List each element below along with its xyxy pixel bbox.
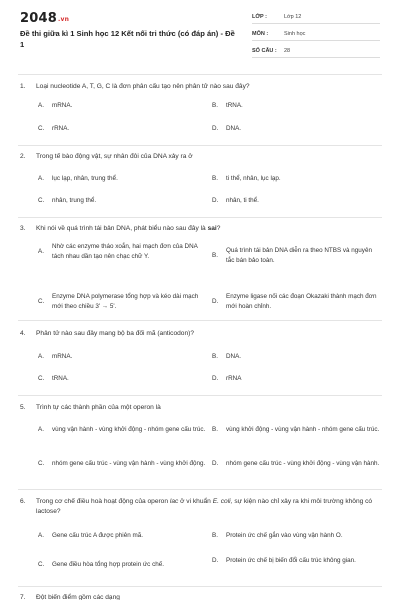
question-1-stem: 1. Loại nucleotide A, T, G, C là đơn phân cấu tạo nên phân tử nào sau đây? — [20, 83, 250, 90]
option-6d[interactable]: D. Protein ức chế bị biến đổi cấu trúc không gian. — [212, 557, 356, 564]
option-2d[interactable]: D. nhân, ti thể. — [212, 197, 259, 204]
option-2a[interactable]: A. lục lạp, nhân, trung thể. — [38, 175, 118, 182]
option-6c[interactable]: C. Gene điều hòa tổng hợp protein ức chế. — [38, 561, 164, 568]
option-3b[interactable]: B. Quá trình tái bản DNA diễn ra theo NTBS và nguyên tắc bán bảo toàn. — [212, 247, 372, 264]
option-4b[interactable]: B. DNA. — [212, 353, 242, 360]
exam-meta — [252, 10, 380, 61]
option-1d[interactable]: D. DNA. — [212, 125, 242, 132]
meta-row-class — [252, 10, 380, 24]
meta-label: MÔN : — [252, 30, 269, 37]
page-header — [0, 0, 400, 64]
option-4c[interactable]: C. tRNA. — [38, 375, 69, 382]
divider — [18, 217, 382, 218]
option-3c[interactable]: C. Enzyme DNA polymerase tổng hợp và kéo dài mạch mới theo chiều 3' → 5'. — [38, 293, 199, 310]
question-2-stem: 2. Trong tế bào động vật, sự nhân đôi của DNA xảy ra ở — [20, 153, 193, 160]
meta-row-subject — [252, 27, 380, 41]
question-6-stem: 6. Trong cơ chế điều hoà hoạt động của operon lac ở vi khuẩn E. coli, sự kiện nào chỉ xảy ra khi môi trường không có lactose? — [20, 498, 373, 515]
option-6a[interactable]: A. Gene cấu trúc A được phiên mã. — [38, 532, 143, 539]
option-5a[interactable]: A. vùng vận hành - vùng khởi động - nhóm gene cấu trúc. — [38, 426, 206, 433]
option-5d[interactable]: D. nhóm gene cấu trúc - vùng khởi động - vùng vận hành. — [212, 460, 380, 467]
divider — [18, 320, 382, 321]
option-5c[interactable]: C. nhóm gene cấu trúc - vùng vận hành - vùng khởi động. — [38, 460, 206, 467]
logo-suffix: .vn — [57, 16, 70, 23]
logo-text: 2048 — [20, 11, 57, 26]
option-4d[interactable]: D. rRNA — [212, 375, 242, 382]
option-5b[interactable]: B. vùng khởi động - vùng vận hành - nhóm gene cấu trúc. — [212, 426, 380, 433]
option-1c[interactable]: C. rRNA. — [38, 125, 70, 132]
page-title: Đề thi giữa kì 1 Sinh học 12 Kết nối tri thức (có đáp án) - Đề 1 — [20, 29, 235, 49]
divider — [18, 74, 382, 75]
divider — [18, 489, 382, 490]
meta-value: Lớp 12 — [284, 13, 302, 20]
meta-value: Sinh học — [284, 30, 306, 37]
option-3d[interactable]: D. Enzyme ligase nối các đoạn Okazaki thành mạch đơn mới hoàn chỉnh. — [212, 293, 377, 310]
meta-label: SỐ CÂU : — [252, 47, 277, 54]
option-1a[interactable]: A. mRNA. — [38, 102, 73, 109]
divider — [18, 395, 382, 396]
question-3-stem: 3. Khi nói về quá trình tái bản DNA, phát biểu nào sau đây là sai? — [20, 225, 221, 232]
option-2c[interactable]: C. nhân, trung thể. — [38, 197, 97, 204]
question-7-stem: 7. Đột biến điểm gồm các dạng — [20, 594, 120, 600]
meta-label: LỚP : — [252, 13, 267, 20]
question-5-stem: 5. Trình tự các thành phần của một operon là — [20, 404, 161, 411]
option-3a[interactable]: A. Nhờ các enzyme tháo xoắn, hai mạch đơn của DNA tách nhau dần tạo nên chạc chữ Y. — [38, 243, 198, 260]
divider — [18, 586, 382, 587]
meta-row-count — [252, 44, 380, 58]
question-4-stem: 4. Phân tử nào sau đây mang bộ ba đối mã (anticodon)? — [20, 330, 195, 337]
divider — [18, 145, 382, 146]
option-4a[interactable]: A. mRNA. — [38, 353, 73, 360]
option-6b[interactable]: B. Protein ức chế gắn vào vùng vận hành O. — [212, 532, 343, 539]
meta-value: 28 — [284, 47, 291, 54]
option-1b[interactable]: B. tRNA. — [212, 102, 243, 109]
site-logo[interactable] — [20, 11, 69, 26]
option-2b[interactable]: B. ti thể, nhân, lục lạp. — [212, 175, 281, 182]
